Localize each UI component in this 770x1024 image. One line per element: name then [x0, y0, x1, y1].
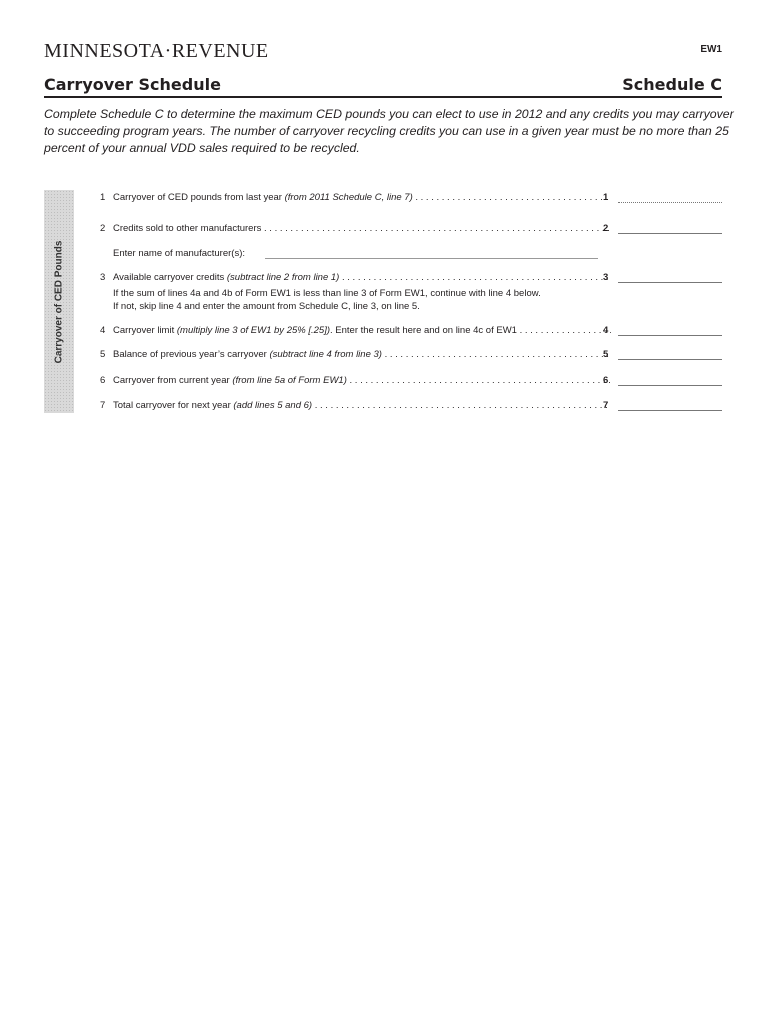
manufacturer-name-input[interactable]: [265, 258, 598, 259]
page-title: Carryover Schedule: [44, 75, 221, 94]
brand-logo: MINNESOTA·REVENUE: [44, 40, 269, 62]
line-number: 1: [100, 192, 106, 203]
form-line-2: [100, 223, 722, 239]
line-ref-number: 6: [603, 375, 609, 386]
line-number: 2: [100, 223, 106, 234]
manufacturer-label: Enter name of manufacturer(s):: [113, 248, 245, 259]
line-description: Balance of previous year’s carryover (subtract line 4 from line 3) . . .: [113, 349, 611, 360]
instructions: Complete Schedule C to determine the maximum CED pounds you can elect to use in 2012 and any credits you may carryover to succeeding program years. The number of carryover recycling credits you can use in a given year must be no more than 25 percent of your annual VDD sales required to be recycled.: [44, 107, 734, 155]
line-number: 4: [100, 325, 106, 336]
line-1-input[interactable]: [618, 202, 722, 203]
title-bar: [44, 74, 722, 98]
line-3-note-2: If not, skip line 4 and enter the amount from Schedule C, line 3, on line 5.: [113, 301, 420, 312]
line-description: Credits sold to other manufacturers . . .: [113, 223, 611, 234]
line-ref-number: 2: [603, 223, 609, 234]
form-line-3: [100, 272, 722, 288]
line-5-input[interactable]: [618, 359, 722, 360]
line-ref-number: 7: [603, 400, 609, 411]
line-2-input[interactable]: [618, 233, 722, 234]
line-ref-number: 1: [603, 192, 609, 203]
form-line-5: [100, 349, 722, 365]
line-description: Total carryover for next year (add lines 5 and 6) . . .: [113, 400, 611, 411]
line-description: Available carryover credits (subtract line 2 from line 1) . . .: [113, 272, 611, 283]
line-number: 5: [100, 349, 106, 360]
form-line-4: [100, 325, 722, 341]
line-6-input[interactable]: [618, 385, 722, 386]
line-description: Carryover of CED pounds from last year (from 2011 Schedule C, line 7) . . .: [113, 192, 611, 203]
line-number: 3: [100, 272, 106, 283]
form-line-7: [100, 400, 722, 416]
section-sidebar: [44, 190, 74, 413]
schedule-title: Schedule C: [622, 75, 722, 94]
line-ref-number: 3: [603, 272, 609, 283]
form-line-1: [100, 192, 722, 208]
form-line-6: [100, 375, 722, 391]
line-3-input[interactable]: [618, 282, 722, 283]
form-id: EW1: [700, 44, 722, 55]
line-description: Carryover from current year (from line 5a of Form EW1) . . .: [113, 375, 611, 386]
sidebar-label: Carryover of CED Pounds: [53, 240, 65, 363]
line-number: 6: [100, 375, 106, 386]
line-ref-number: 5: [603, 349, 609, 360]
line-3-note-1: If the sum of lines 4a and 4b of Form EW1 is less than line 3 of Form EW1, continue with line 4 below.: [113, 288, 541, 299]
line-4-input[interactable]: [618, 335, 722, 336]
line-7-input[interactable]: [618, 410, 722, 411]
line-ref-number: 4: [603, 325, 609, 336]
line-description: Carryover limit (multiply line 3 of EW1 by 25% [.25]). Enter the result here and on line 4c of EW1 . . .: [113, 325, 611, 336]
line-number: 7: [100, 400, 106, 411]
